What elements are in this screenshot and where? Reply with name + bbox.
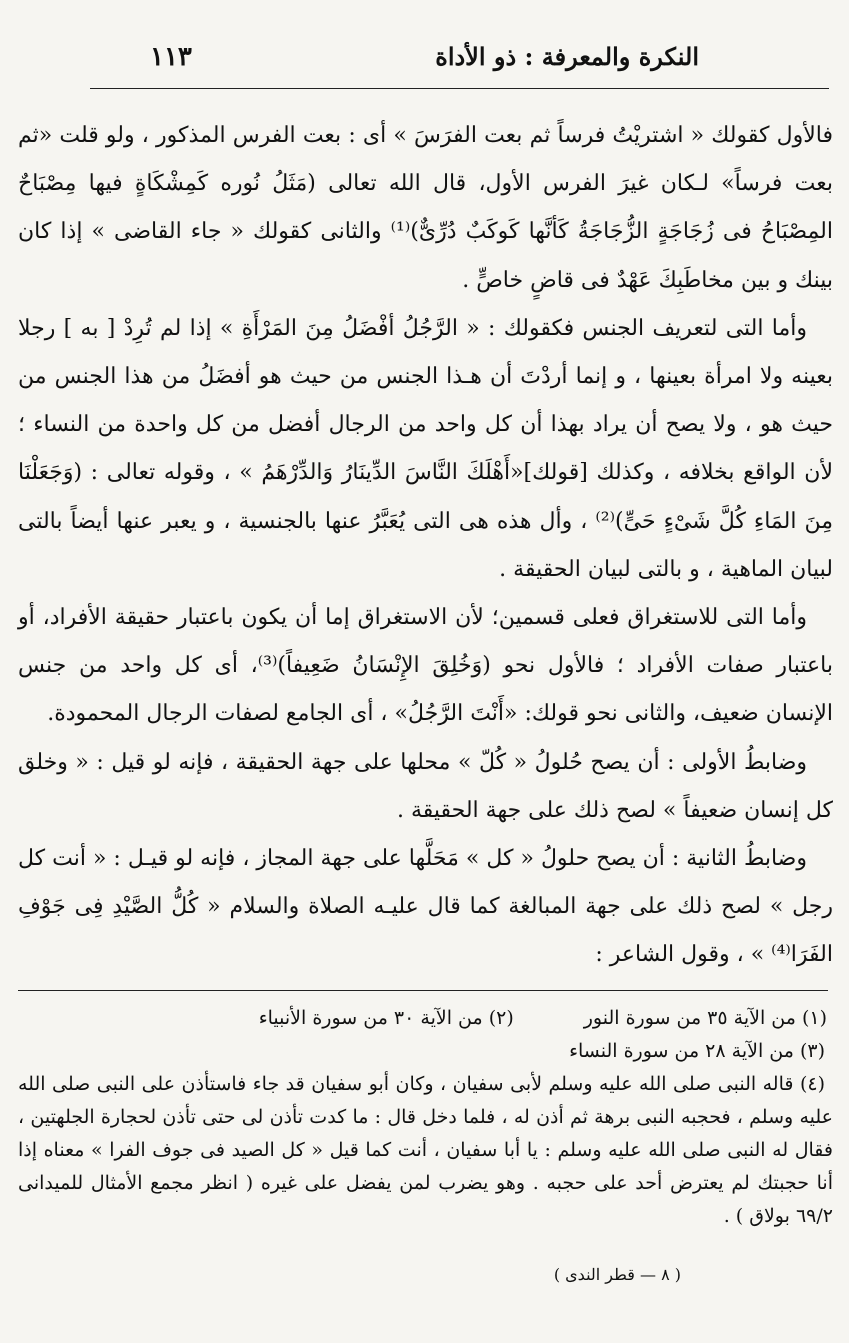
running-title: النكرة والمعرفة : ذو الأداة bbox=[435, 42, 699, 71]
paragraph: فالأول كقولك « اشتريْتُ فرساً ثم بعت الفرَسَ » أى : بعت الفرس المذكور ، ولو قلت «ثم بعت فرساً» لـكان غيرَ الفرس الأول، قال الله تعالى (مَثَلُ نُوره كَمِشْكَاةٍ فيها مِصْبَاحٌ المِصْبَاحُ فى زُجَاجَةٍ الزُّجَاجَةُ كَأنَّها كَوكَبٌ دُرِّىٌّ)⁽¹⁾ والثانى كقولك « جاء القاضى » إذا كان بينك و بين مخاطَبِكَ عَهْدٌ فى قاضٍ خاصٍّ . bbox=[18, 123, 833, 293]
paragraph: وأما التى لتعريف الجنس فكقولك : « الرَّجُلُ أفْضَلُ مِنَ المَرْأَةِ » إذا لم تُرِدْ [ به ] رجلا بعينه ولا امرأة بعينها ، و إنما أردْتَ أن هـذا الجنس من حيث هو أفضَلُ من هذا الجنس من حيث هو ، ولا يصح أن يراد بهذا أن كل واحد من الرجال أفضل من كل واحدة من النساء ؛ لأن الواقع بخلافه ، وكذلك [قولك]«أَهْلَكَ النَّاسَ الدِّينَارُ وَالدِّرْهَمُ » ، وقوله تعالى : (وَجَعَلْنَا مِنَ المَاءِ كُلَّ شَىْءٍ حَىٍّ)⁽²⁾ ، وأل هذه هى التى يُعَبَّرُ عنها بالجنسية ، و يعبر عنها أيضاً بالتى لبيان الماهية ، و بالتى لبيان الحقيقة . bbox=[18, 315, 833, 582]
footnote-2: (٢) من الآية ٣٠ من سورة الأنبياء bbox=[258, 1007, 514, 1029]
footnote-1: (١) من الآية ٣٥ من سورة النور bbox=[583, 1007, 827, 1029]
paragraph: وضابطُ الثانية : أن يصح حلولُ « كل » مَحَلَّها على جهة المجاز ، فإنه لو قيـل : « أنت كل رجل » لصح ذلك على جهة المبالغة كما قال عليـه الصلاة والسلام « كُلُّ الصَّيْدِ فِى جَوْفِ الفَرَا⁽⁴⁾ » ، وقول الشاعر : bbox=[18, 846, 833, 968]
paragraph: وضابطُ الأولى : أن يصح حُلولُ « كُلّ » محلها على جهة الحقيقة ، فإنه لو قيل : « وخلق كل إنسان ضعيفاً » لصح ذلك على جهة الحقيقة . bbox=[18, 749, 833, 823]
paragraph: وأما التى للاستغراق فعلى قسمين؛ لأن الاستغراق إما أن يكون باعتبار حقيقة الأفراد، أو باعتبار صفات الأفراد ؛ فالأول نحو (وَخُلِقَ الإِنْسَانُ ضَعِيفاً)⁽³⁾، أى كل واحد من جنس الإنسان ضعيف، والثانى نحو قولك: «أَنْتَ الرَّجُلُ» ، أى الجامع لصفات الرجال المحمودة. bbox=[18, 605, 833, 727]
footnote-divider bbox=[18, 990, 828, 991]
header-divider bbox=[90, 88, 829, 89]
page-number: ١١٣ bbox=[150, 42, 192, 72]
page-header bbox=[150, 42, 699, 72]
footnote-3: (٣) من الآية ٢٨ من سورة النساء bbox=[569, 1040, 825, 1062]
footnote-refs-row bbox=[18, 1002, 833, 1035]
main-text bbox=[18, 112, 833, 980]
signature-mark: ( ٨ — قطر الندى ) bbox=[553, 1265, 681, 1284]
footnotes bbox=[18, 1002, 833, 1233]
footnote-4: (٤) قاله النبى صلى الله عليه وسلم لأبى سفيان ، وكان أبو سفيان قد جاء فاستأذن على النبى صلى الله عليه وسلم ، فحجبه النبى برهة ثم أذن له ، فلما دخل قال : ما كدت تأذن لى حتى تأذن لحجارة الجلهتين ، فقال له النبى صلى الله عليه وسلم : يا أبا سفيان ، أنت كما قيل « كل الصيد فى جوف الفرا » معناه إذا أنا حجبتك لم يعترض أحد على حجبه . وهو يضرب لمن يفضل على غيره ( انظر مجمع الأمثال للميدانى ٦٩/٢ بولاق ) . bbox=[18, 1073, 833, 1227]
